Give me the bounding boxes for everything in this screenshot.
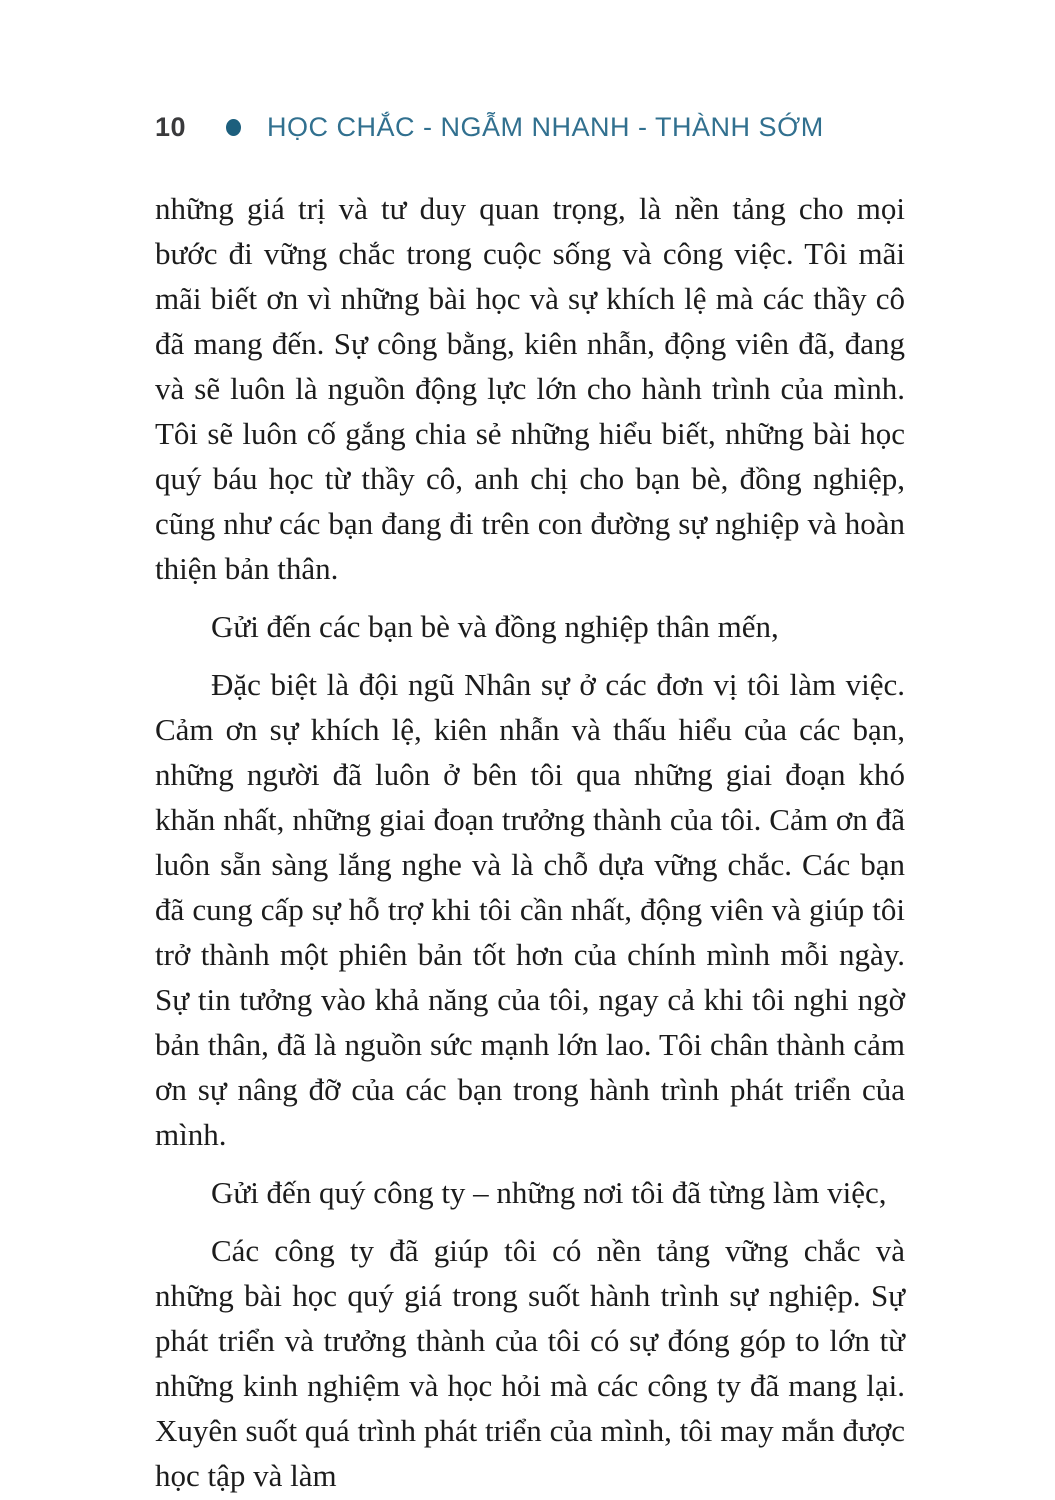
paragraph-companies-thanks: Các công ty đã giúp tôi có nền tảng vững chắc và những bài học quý giá trong suốt hành trình sự nghiệp. Sự phát triển và trưởng thành của tôi có sự đóng góp to lớn từ những kinh nghiệm và học hỏi mà các công ty đã mang lại. Xuyên suốt quá trình phát triển của mình, tôi may mắn được học tập và làm xyxy=(155,1233,905,1493)
paragraph-hr-thanks: Đặc biệt là đội ngũ Nhân sự ở các đơn vị tôi làm việc. Cảm ơn sự khích lệ, kiên nhẫn và thấu hiểu của các bạn, những người đã luôn ở bên tôi qua những giai đoạn khó khăn nhất, những giai đoạn trưởng thành của tôi. Cảm ơn đã luôn sẵn sàng lắng nghe và là chỗ dựa vững chắc. Các bạn đã cung cấp sự hỗ trợ khi tôi cần nhất, động viên và giúp tôi trở thành một phiên bản tốt hơn của chính mình mỗi ngày. Sự tin tưởng vào khả năng của tôi, ngay cả khi tôi nghi ngờ bản thân, đã là nguồn sức mạnh lớn lao. Tôi chân thành cảm ơn sự nâng đỡ của các bạn trong hành trình phát triển của mình. xyxy=(155,667,905,1152)
bullet-circle-icon xyxy=(226,119,241,136)
running-header xyxy=(155,112,905,143)
page-number: 10 xyxy=(155,112,187,142)
paragraph-salutation-friends: Gửi đến các bạn bè và đồng nghiệp thân mến, xyxy=(211,609,779,644)
paragraph-salutation-companies: Gửi đến quý công ty – những nơi tôi đã từng làm việc, xyxy=(211,1175,887,1210)
paragraph-continuation: những giá trị và tư duy quan trọng, là nền tảng cho mọi bước đi vững chắc trong cuộc sống và công việc. Tôi mãi mãi biết ơn vì những bài học và sự khích lệ mà các thầy cô đã mang đến. Sự công bằng, kiên nhẫn, động viên đã, đang và sẽ luôn là nguồn động lực lớn cho hành trình của mình. Tôi sẽ luôn cố gắng chia sẻ những hiểu biết, những bài học quý báu học từ thầy cô, anh chị cho bạn bè, đồng nghiệp, cũng như các bạn đang đi trên con đường sự nghiệp và hoàn thiện bản thân. xyxy=(155,191,905,586)
page-body xyxy=(155,186,905,1500)
running-header-title: HỌC CHẮC - NGẪM NHANH - THÀNH SỚM xyxy=(267,112,824,142)
